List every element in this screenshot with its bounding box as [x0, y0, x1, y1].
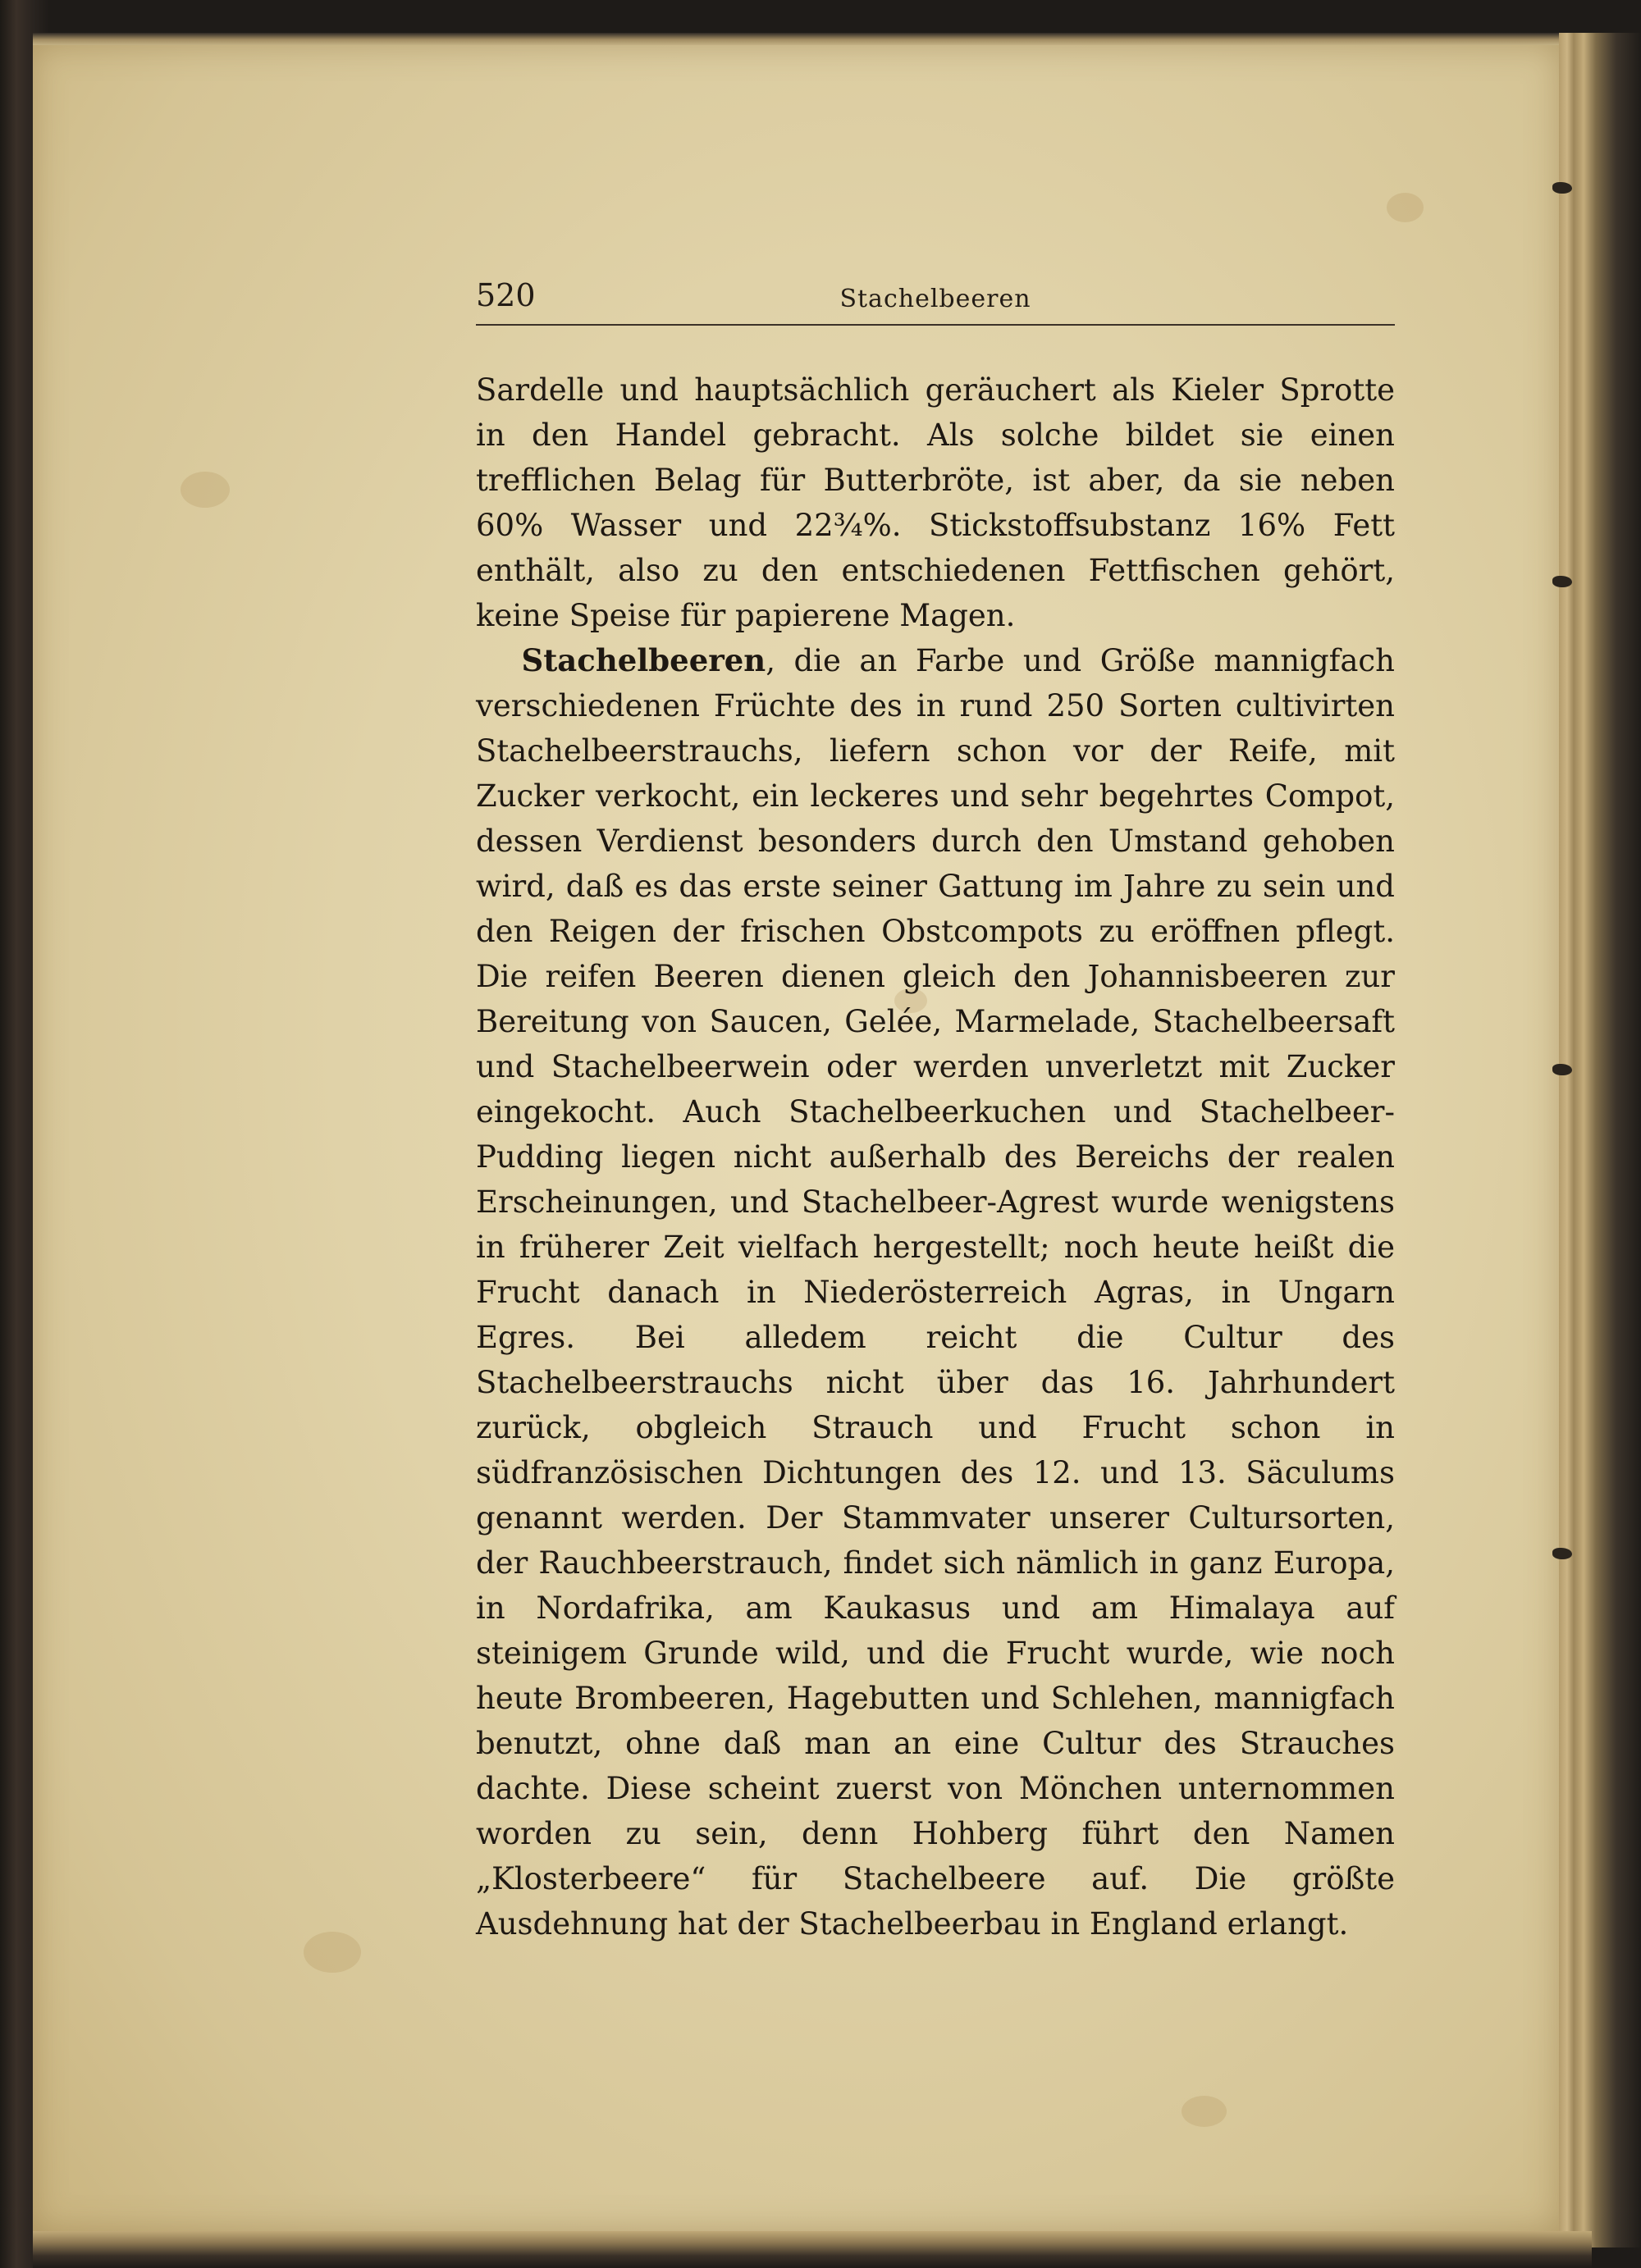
running-header — [476, 275, 1395, 326]
binding-stitch — [1552, 576, 1572, 587]
paper-stain — [1387, 193, 1424, 222]
running-title: Stachelbeeren — [839, 285, 1031, 313]
paragraph-stachelbeeren — [476, 638, 1395, 1946]
binding-stitch — [1552, 1064, 1572, 1075]
paper-stain — [304, 1932, 361, 1973]
paper-stain — [181, 472, 230, 508]
page-bottom-edge — [33, 2231, 1592, 2268]
entry-headword: Stachelbeeren — [521, 642, 766, 678]
body-text — [476, 367, 1395, 1946]
binding-stitch — [1552, 182, 1572, 194]
entry-text: , die an Farbe und Größe mannigfach verschiedenen Früchte des in rund 250 Sorten cultivirten Stachelbeerstrauchs, liefern schon vor der Reife, mit Zucker verkocht, ein leckeres und sehr begehrtes Compot, dessen Verdienst besonders durch den Umstand gehoben wird, daß es das erste seiner Gattung im Jahre zu sein und den Reigen der frischen Obstcompots zu eröffnen pflegt. Die reifen Beeren dienen gleich den Johannisbeeren zur Bereitung von Saucen, Gelée, Marmelade, Stachelbeersaft und Stachelbeerwein oder werden unverletzt mit Zucker eingekocht. Auch Stachelbeerkuchen und Stachelbeer-Pudding liegen nicht außerhalb des Bereichs der realen Erscheinungen, und Stachelbeer-Agrest wurde wenigstens in früherer Zeit vielfach hergestellt; noch heute heißt die Frucht danach in Niederösterreich Agras, in Ungarn Egres. Bei alledem reicht die Cultur des Stachelbeerstrauchs nicht über das 16. Jahrhundert zurück, obgleich Strauch und Frucht schon in südfranzösischen Dichtungen des 12. und 13. Säculums genannt werden. Der Stammvater unserer Cultursorten, der Rauchbeerstrauch, findet sich nämlich in ganz Europa, in Nordafrika, am Kaukasus und am Himalaya auf steinigem Grunde wild, und die Frucht wurde, wie noch heute Brombeeren, Hagebutten und Schlehen, mannigfach benutzt, ohne daß man an eine Cultur des Strauches dachte. Diese scheint zuerst von Mönchen unternommen worden zu sein, denn Hohberg führt den Namen „Klosterbeere“ für Stachelbeere auf. Die größte Ausdehnung hat der Stachelbeerbau in England erlangt. — [476, 643, 1395, 1942]
binding-stitch — [1552, 1548, 1572, 1559]
page-number: 520 — [476, 277, 536, 313]
paper-stain — [1182, 2096, 1227, 2127]
paragraph-sardelle: Sardelle und hauptsächlich geräuchert als Kieler Sprotte in den Handel gebracht. Als solche bildet sie einen trefflichen Belag für Butterbröte, ist aber, da sie neben 60% Wasser und 22¾%. Stickstoffsubstanz 16% Fett enthält, also zu den entschiedenen Fettfischen gehört, keine Speise für papierene Magen. — [476, 372, 1395, 633]
page-edge-stack — [1559, 33, 1641, 2247]
